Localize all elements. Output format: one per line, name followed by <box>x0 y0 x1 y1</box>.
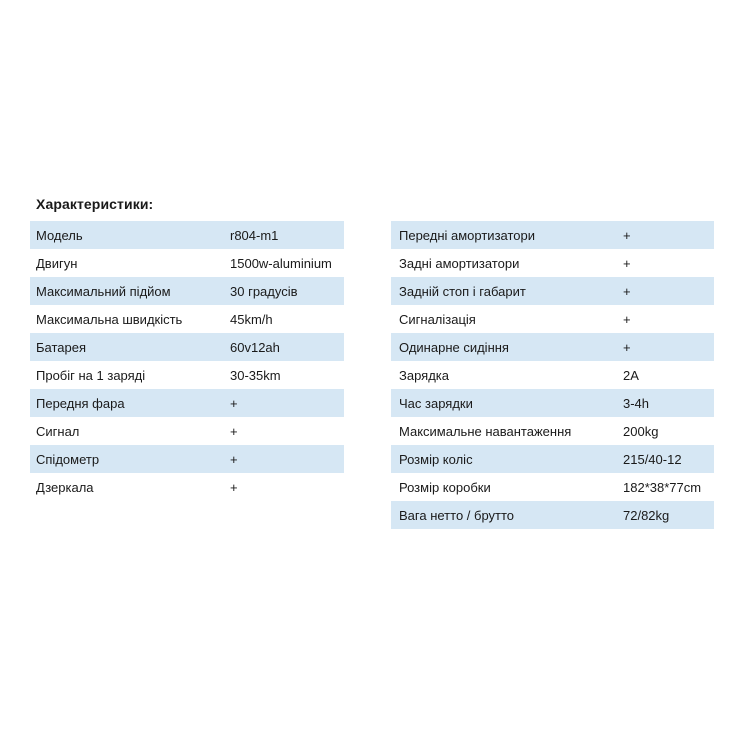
spec-row <box>391 417 714 445</box>
spec-value: 182*38*77cm <box>623 479 702 495</box>
spec-label: Максимальний підйом <box>30 277 230 305</box>
spec-row <box>391 445 714 473</box>
spec-row <box>30 417 344 445</box>
spec-row <box>391 389 714 417</box>
spec-label: Зарядка <box>399 367 449 383</box>
spec-value: + <box>623 277 714 305</box>
spec-row <box>30 473 344 501</box>
spec-row <box>391 221 714 249</box>
spec-value: 1500w-aluminium <box>230 255 332 271</box>
spec-value: + <box>623 311 631 327</box>
left-spec-table <box>30 221 344 501</box>
spec-label: Спідометр <box>30 445 230 473</box>
spec-label: Батарея <box>30 333 230 361</box>
spec-label: Модель <box>30 221 230 249</box>
spec-value: 60v12ah <box>230 333 344 361</box>
spec-value: 30-35km <box>230 367 281 383</box>
spec-label: Сигналізація <box>399 311 476 327</box>
spec-label: Задні амортизатори <box>399 255 520 271</box>
spec-value: 3-4h <box>623 389 714 417</box>
spec-label: Розмір коліс <box>391 445 623 473</box>
spec-value: + <box>230 423 238 439</box>
spec-row <box>30 249 344 277</box>
spec-row <box>30 445 344 473</box>
spec-value: + <box>230 479 238 495</box>
spec-row <box>391 501 714 529</box>
spec-label: Пробіг на 1 заряді <box>36 367 146 383</box>
spec-row <box>30 389 344 417</box>
spec-value: 2A <box>623 367 639 383</box>
spec-value: 72/82kg <box>623 501 714 529</box>
spec-value: + <box>623 221 714 249</box>
spec-label: Сигнал <box>36 423 80 439</box>
spec-label: Максимальне навантаження <box>399 423 572 439</box>
spec-value: r804-m1 <box>230 221 344 249</box>
spec-value: 45km/h <box>230 311 273 327</box>
spec-label: Передні амортизатори <box>391 221 623 249</box>
spec-row <box>30 361 344 389</box>
spec-row <box>30 305 344 333</box>
spec-row <box>391 361 714 389</box>
spec-row <box>391 305 714 333</box>
spec-row <box>30 277 344 305</box>
spec-label: Розмір коробки <box>399 479 491 495</box>
spec-row <box>391 249 714 277</box>
spec-row <box>30 221 344 249</box>
spec-label: Вага нетто / брутто <box>391 501 623 529</box>
spec-row <box>391 333 714 361</box>
spec-value: + <box>623 333 714 361</box>
spec-label: Одинарне сидіння <box>391 333 623 361</box>
spec-row <box>30 333 344 361</box>
spec-value: 30 градусів <box>230 277 344 305</box>
right-spec-table <box>391 221 714 529</box>
spec-heading: Характеристики: <box>36 196 154 212</box>
spec-label: Двигун <box>36 255 78 271</box>
spec-value: 215/40-12 <box>623 445 714 473</box>
spec-value: + <box>623 255 631 271</box>
spec-value: 200kg <box>623 423 659 439</box>
spec-label: Дзеркала <box>36 479 94 495</box>
spec-row <box>391 277 714 305</box>
spec-row <box>391 473 714 501</box>
spec-label: Передня фара <box>30 389 230 417</box>
spec-value: + <box>230 389 344 417</box>
spec-label: Задній стоп і габарит <box>391 277 623 305</box>
spec-value: + <box>230 445 344 473</box>
spec-label: Час зарядки <box>391 389 623 417</box>
spec-label: Максимальна швидкість <box>36 311 183 327</box>
